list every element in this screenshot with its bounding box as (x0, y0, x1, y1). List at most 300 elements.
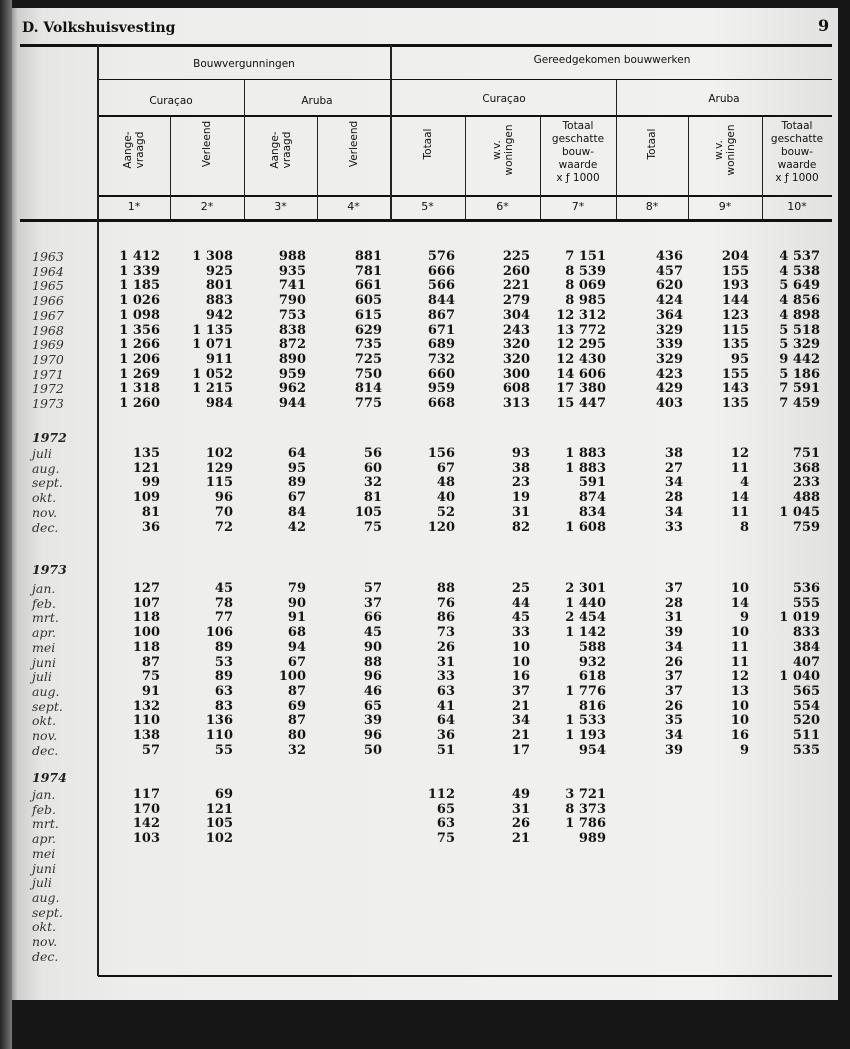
cell-col-4: 45 (363, 625, 382, 641)
cell-col-1: 99 (141, 475, 160, 491)
cell-col-3: 741 (278, 278, 306, 294)
cell-col-3: 67 (287, 490, 306, 506)
cell-col-6: 31 (511, 801, 530, 817)
cell-col-6: 16 (511, 669, 530, 685)
cell-col-1: 135 (132, 446, 160, 461)
cell-col-1: 118 (132, 639, 160, 655)
cell-col-4: 605 (354, 293, 382, 309)
cell-col-10: 565 (792, 683, 820, 699)
cell-col-6: 300 (502, 366, 530, 382)
cell-col-1: 1 356 (119, 322, 160, 338)
cell-col-7: 2 301 (565, 581, 606, 596)
cell-col-1: 1 185 (119, 278, 160, 294)
cell-col-7: 1 440 (565, 595, 606, 611)
cell-col-8: 28 (664, 490, 683, 506)
row-label: okt. (32, 713, 57, 729)
cell-col-9: 14 (730, 490, 749, 506)
cell-col-3: 80 (287, 728, 306, 743)
table-row (0, 250, 850, 265)
cell-col-9: 144 (721, 293, 749, 309)
row-label: 1968 (32, 322, 64, 338)
row-label: aug. (32, 683, 60, 699)
column-number-3: 3* (274, 200, 287, 213)
cell-col-3: 32 (287, 742, 306, 758)
cell-col-3: 95 (287, 460, 306, 476)
cell-col-9: 11 (730, 654, 749, 670)
cell-col-6: 21 (511, 831, 530, 847)
cell-col-5: 959 (427, 381, 455, 397)
cell-col-1: 110 (132, 713, 160, 729)
cell-col-7: 12 430 (556, 351, 606, 367)
cell-col-6: 320 (502, 337, 530, 353)
column-header-3: Aange- vraagd (268, 131, 293, 169)
cell-col-2: 89 (214, 639, 233, 655)
cell-col-8: 26 (664, 698, 683, 714)
cell-col-2: 110 (205, 728, 233, 743)
cell-col-2: 925 (205, 263, 233, 279)
cell-col-9: 9 (739, 610, 749, 626)
table-row (0, 279, 850, 294)
cell-col-7: 989 (578, 831, 606, 847)
cell-col-6: 23 (511, 475, 530, 491)
row-label: 1967 (32, 307, 64, 323)
table-row (0, 935, 850, 950)
cell-col-8: 34 (664, 728, 683, 743)
table-row (0, 641, 850, 656)
rule-header-bottom (20, 219, 832, 222)
cell-col-8: 34 (664, 475, 683, 491)
cell-col-1: 138 (132, 728, 160, 743)
cell-col-3: 42 (287, 519, 306, 535)
cell-col-10: 536 (792, 581, 820, 596)
cell-col-10: 511 (792, 728, 820, 743)
row-label: jan. (32, 787, 56, 802)
cell-col-10: 4 538 (779, 263, 820, 279)
cell-col-10: 520 (792, 713, 820, 729)
cell-col-5: 671 (427, 322, 455, 338)
cell-col-5: 40 (436, 490, 455, 506)
region-curacao-completed: Curaçao (482, 93, 526, 105)
column-header-5: Totaal (421, 128, 434, 160)
column-header-7: Totaal geschatte bouw- waarde x ƒ 1000 (551, 120, 605, 184)
cell-col-3: 69 (287, 698, 306, 714)
cell-col-8: 37 (664, 669, 683, 685)
cell-col-5: 73 (436, 625, 455, 641)
table-row (0, 685, 850, 700)
cell-col-8: 37 (664, 683, 683, 699)
cell-col-3: 872 (278, 337, 306, 353)
table-row (0, 506, 850, 521)
cell-col-5: 33 (436, 669, 455, 685)
cell-col-1: 91 (141, 683, 160, 699)
column-header-4: Verleend (347, 120, 360, 168)
cell-col-4: 32 (363, 475, 382, 491)
cell-col-8: 34 (664, 504, 683, 520)
cell-col-7: 8 069 (565, 278, 606, 294)
cell-col-1: 1 318 (119, 381, 160, 397)
cell-col-6: 49 (511, 787, 530, 802)
cell-col-2: 942 (205, 307, 233, 323)
cell-col-8: 436 (655, 249, 683, 264)
row-label: mrt. (32, 610, 59, 626)
cell-col-9: 10 (730, 581, 749, 596)
table-row (0, 368, 850, 383)
cell-col-5: 65 (436, 801, 455, 817)
table-row (0, 920, 850, 935)
cell-col-9: 155 (721, 366, 749, 382)
column-number-9: 9* (718, 200, 732, 213)
cell-col-10: 7 459 (779, 396, 820, 411)
cell-col-10: 5 649 (779, 278, 820, 294)
column-header-9: w.v. woningen (713, 124, 737, 176)
cell-col-4: 88 (363, 654, 382, 670)
cell-col-4: 781 (354, 263, 382, 279)
cell-col-5: 63 (436, 683, 455, 699)
cell-col-9: 11 (730, 639, 749, 655)
cell-col-4: 57 (363, 581, 382, 596)
cell-col-7: 1 608 (565, 519, 606, 535)
page-number: 9 (818, 16, 830, 35)
cell-col-1: 121 (132, 460, 160, 476)
cell-col-3: 84 (287, 504, 306, 520)
table-row (0, 265, 850, 280)
table-row (0, 338, 850, 353)
row-label: 1973 (32, 396, 64, 411)
cell-col-5: 26 (436, 639, 455, 655)
cell-col-4: 60 (363, 460, 382, 476)
cell-col-6: 37 (511, 683, 530, 699)
cell-col-1: 107 (132, 595, 160, 611)
row-label: feb. (32, 595, 56, 611)
column-number-2: 2* (200, 200, 214, 213)
table-row (0, 670, 850, 685)
cell-col-2: 1 071 (192, 337, 233, 353)
cell-col-9: 204 (721, 249, 749, 264)
cell-col-7: 3 721 (565, 787, 606, 802)
cell-col-4: 775 (354, 396, 382, 411)
cell-col-5: 86 (436, 610, 455, 626)
cell-col-7: 874 (578, 490, 606, 506)
cell-col-9: 16 (730, 728, 749, 743)
row-label: jan. (32, 581, 56, 596)
column-number-8: 8* (645, 200, 659, 213)
cell-col-5: 566 (427, 278, 455, 294)
table-row (0, 876, 850, 891)
row-label: 1969 (32, 337, 64, 353)
cell-col-10: 1 019 (779, 610, 820, 626)
cell-col-7: 954 (578, 742, 606, 758)
row-label: aug. (32, 460, 60, 476)
cell-col-8: 28 (664, 595, 683, 611)
cell-col-7: 1 883 (565, 460, 606, 476)
cell-col-9: 4 (739, 475, 749, 491)
cell-col-6: 38 (511, 460, 530, 476)
cell-col-7: 12 295 (556, 337, 606, 353)
cell-col-1: 103 (132, 831, 160, 847)
cell-col-5: 36 (436, 728, 455, 743)
cell-col-5: 52 (436, 504, 455, 520)
cell-col-5: 76 (436, 595, 455, 611)
cell-col-3: 89 (287, 475, 306, 491)
cell-col-5: 67 (436, 460, 455, 476)
row-label: sept. (32, 904, 63, 920)
cell-col-9: 8 (739, 519, 749, 535)
table-row (0, 462, 850, 477)
cell-col-10: 7 591 (779, 381, 820, 397)
cell-col-7: 1 786 (565, 816, 606, 832)
cell-col-8: 34 (664, 639, 683, 655)
cell-col-10: 368 (792, 460, 820, 476)
cell-col-2: 77 (214, 610, 233, 626)
row-label: nov. (32, 504, 58, 520)
cell-col-3: 838 (278, 322, 306, 338)
cell-col-6: 21 (511, 698, 530, 714)
cell-col-10: 488 (792, 490, 820, 506)
cell-col-10: 407 (792, 654, 820, 670)
cell-col-9: 13 (730, 683, 749, 699)
cell-col-10: 1 040 (779, 669, 820, 685)
cell-col-6: 21 (511, 728, 530, 743)
column-header-8: Totaal (646, 128, 658, 160)
cell-col-10: 759 (792, 519, 820, 535)
cell-col-5: 48 (436, 475, 455, 491)
cell-col-1: 109 (132, 490, 160, 506)
column-number-4: 4* (347, 200, 360, 213)
section-title: D. Volkshuisvesting (22, 20, 176, 36)
column-header-10: Totaal geschatte bouw- waarde x ƒ 1000 (770, 120, 824, 184)
row-label: 1971 (32, 366, 64, 382)
cell-col-1: 1 266 (119, 337, 160, 353)
cell-col-2: 129 (205, 460, 233, 476)
cell-col-7: 12 312 (556, 307, 606, 323)
cell-col-4: 725 (354, 351, 382, 367)
row-label: nov. (32, 934, 58, 949)
table-row (0, 906, 850, 921)
cell-col-10: 5 186 (779, 366, 820, 382)
table-row (0, 353, 850, 368)
cell-col-1: 1 098 (119, 307, 160, 323)
cell-col-5: 668 (427, 396, 455, 411)
region-curacao-permits: Curaçao (149, 95, 193, 107)
cell-col-4: 50 (363, 742, 382, 758)
cell-col-4: 629 (354, 322, 382, 338)
cell-col-1: 1 339 (119, 263, 160, 279)
rule-group (98, 79, 832, 80)
row-label: 1963 (32, 249, 64, 264)
cell-col-10: 384 (792, 639, 820, 655)
cell-col-6: 313 (502, 396, 530, 411)
table-row (0, 324, 850, 339)
cell-col-7: 17 380 (556, 381, 606, 397)
table-row (0, 847, 850, 862)
cell-col-2: 1 308 (192, 249, 233, 264)
cell-col-7: 1 533 (565, 713, 606, 729)
cell-col-7: 591 (578, 475, 606, 491)
row-label: okt. (32, 490, 57, 506)
group-header-permits: Bouwvergunningen (193, 58, 295, 70)
table-row (0, 891, 850, 906)
cell-col-1: 170 (132, 801, 160, 817)
row-label: mrt. (32, 816, 59, 832)
cell-col-6: 243 (502, 322, 530, 338)
cell-col-4: 46 (363, 683, 382, 699)
cell-col-8: 339 (655, 337, 683, 353)
cell-col-3: 988 (278, 249, 306, 264)
cell-col-8: 33 (664, 519, 683, 535)
table-row (0, 862, 850, 877)
column-number-7: 7* (571, 200, 585, 213)
period-heading: 1972 (32, 430, 67, 445)
cell-col-5: 156 (427, 446, 455, 461)
table-row (0, 803, 850, 818)
row-label: juli (32, 875, 52, 891)
cell-col-1: 87 (141, 654, 160, 670)
cell-col-9: 9 (739, 742, 749, 758)
cell-col-8: 424 (655, 293, 683, 309)
table-row (0, 521, 850, 536)
cell-col-7: 15 447 (556, 396, 606, 411)
table-row (0, 656, 850, 671)
cell-col-2: 70 (214, 504, 233, 520)
cell-col-1: 1 269 (119, 366, 160, 382)
cell-col-4: 90 (363, 639, 382, 655)
cell-col-5: 31 (436, 654, 455, 670)
cell-col-9: 11 (730, 460, 749, 476)
cell-col-8: 457 (655, 263, 683, 279)
table-row (0, 729, 850, 744)
table-row (0, 611, 850, 626)
cell-col-1: 1 026 (119, 293, 160, 309)
table-row (0, 788, 850, 803)
table-row (0, 491, 850, 506)
cell-col-3: 962 (278, 381, 306, 397)
cell-col-4: 66 (363, 610, 382, 626)
row-label: mei (32, 639, 56, 655)
row-label: 1970 (32, 351, 64, 367)
column-number-6: 6* (496, 200, 509, 213)
cell-col-2: 96 (214, 490, 233, 506)
row-label: juli (32, 446, 52, 461)
table-row (0, 744, 850, 759)
cell-col-9: 193 (721, 278, 749, 294)
cell-col-8: 37 (664, 581, 683, 596)
period-heading: 1974 (32, 770, 67, 785)
cell-col-1: 1 206 (119, 351, 160, 367)
table-row (0, 950, 850, 965)
cell-col-7: 13 772 (556, 322, 606, 338)
cell-col-5: 75 (436, 831, 455, 847)
cell-col-8: 329 (655, 351, 683, 367)
cell-col-2: 115 (205, 475, 233, 491)
cell-col-4: 735 (354, 337, 382, 353)
cell-col-1: 81 (141, 504, 160, 520)
cell-col-2: 78 (214, 595, 233, 611)
cell-col-10: 554 (792, 698, 820, 714)
cell-col-9: 12 (730, 669, 749, 685)
period-heading: 1973 (32, 562, 67, 577)
cell-col-9: 135 (721, 337, 749, 353)
cell-col-3: 87 (287, 683, 306, 699)
cell-col-3: 935 (278, 263, 306, 279)
row-label: juli (32, 669, 52, 685)
cell-col-8: 620 (655, 278, 683, 294)
region-aruba-permits: Aruba (301, 95, 333, 107)
cell-col-3: 790 (278, 293, 306, 309)
table-top-rule (20, 44, 832, 47)
cell-col-9: 10 (730, 625, 749, 641)
cell-col-8: 39 (664, 742, 683, 758)
cell-col-10: 4 537 (779, 249, 820, 264)
table-row (0, 382, 850, 397)
cell-col-1: 142 (132, 816, 160, 832)
column-number-1: 1* (127, 200, 141, 213)
cell-col-6: 33 (511, 625, 530, 641)
cell-col-5: 41 (436, 698, 455, 714)
row-label: apr. (32, 831, 57, 847)
cell-col-2: 1 052 (192, 366, 233, 382)
cell-col-10: 833 (792, 625, 820, 641)
cell-col-2: 63 (214, 683, 233, 699)
cell-col-4: 750 (354, 366, 382, 382)
cell-col-3: 944 (278, 396, 306, 411)
row-label: 1965 (32, 278, 64, 294)
cell-col-2: 105 (205, 816, 233, 832)
cell-col-4: 661 (354, 278, 382, 294)
cell-col-4: 615 (354, 307, 382, 323)
table-row (0, 597, 850, 612)
cell-col-5: 867 (427, 307, 455, 323)
cell-col-8: 364 (655, 307, 683, 323)
cell-col-5: 51 (436, 742, 455, 758)
cell-col-10: 4 856 (779, 293, 820, 309)
row-label: nov. (32, 728, 58, 743)
cell-col-8: 329 (655, 322, 683, 338)
cell-col-4: 81 (363, 490, 382, 506)
cell-col-4: 37 (363, 595, 382, 611)
cell-col-6: 31 (511, 504, 530, 520)
cell-col-10: 233 (792, 475, 820, 491)
cell-col-6: 221 (502, 278, 530, 294)
cell-col-4: 96 (363, 669, 382, 685)
row-label: aug. (32, 889, 60, 905)
cell-col-5: 64 (436, 713, 455, 729)
cell-col-7: 588 (578, 639, 606, 655)
cell-col-8: 31 (664, 610, 683, 626)
cell-col-2: 102 (205, 446, 233, 461)
column-header-1: Aange- vraagd (122, 131, 146, 169)
row-label: juni (32, 860, 56, 876)
table-row (0, 447, 850, 462)
table-row (0, 817, 850, 832)
cell-col-1: 57 (141, 742, 160, 758)
cell-col-6: 93 (511, 446, 530, 461)
cell-col-3: 67 (287, 654, 306, 670)
cell-col-1: 1 412 (119, 249, 160, 264)
cell-col-7: 932 (578, 654, 606, 670)
cell-col-7: 1 776 (565, 683, 606, 699)
cell-col-9: 14 (730, 595, 749, 611)
cell-col-7: 2 454 (565, 610, 606, 626)
cell-col-9: 123 (721, 307, 749, 323)
cell-col-6: 10 (511, 639, 530, 655)
cell-col-8: 26 (664, 654, 683, 670)
cell-col-7: 1 142 (565, 625, 606, 641)
group-divider (390, 45, 392, 221)
cell-col-3: 68 (287, 625, 306, 641)
cell-col-9: 143 (721, 381, 749, 397)
cell-col-5: 666 (427, 263, 455, 279)
cell-col-4: 881 (354, 249, 382, 264)
